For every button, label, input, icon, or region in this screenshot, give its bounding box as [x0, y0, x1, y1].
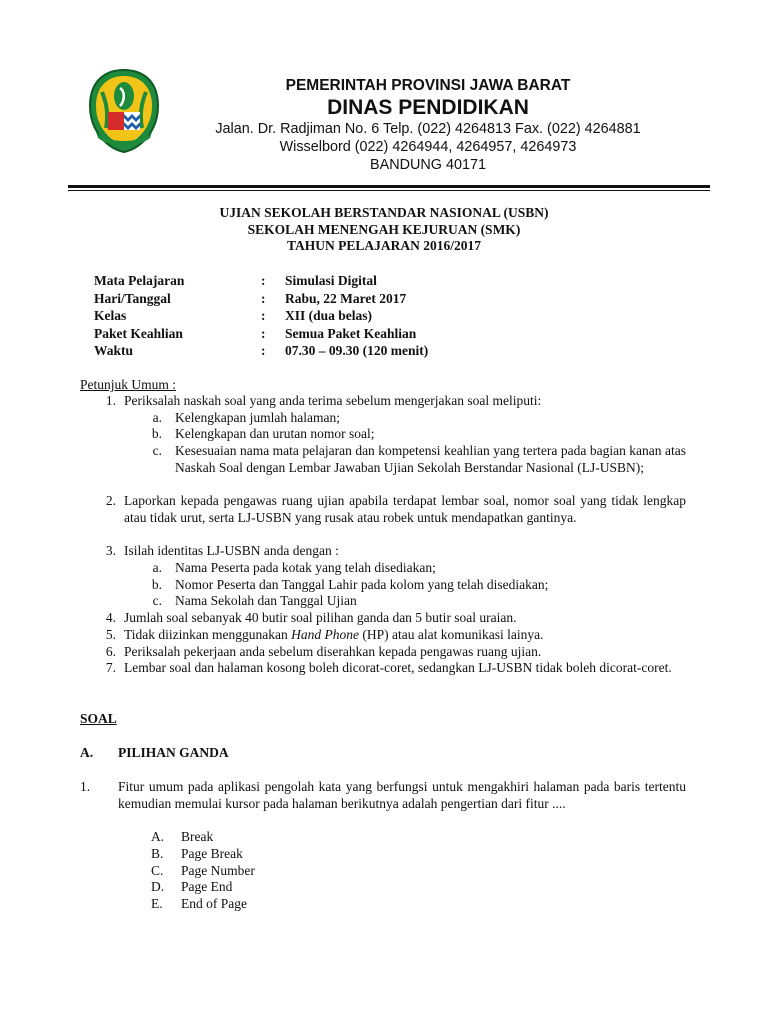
info-colon: :: [261, 343, 266, 358]
letterhead-phone: Wisselbord (022) 4264944, 4264957, 4264973: [279, 139, 577, 155]
instruction-number: 4.: [105, 610, 116, 626]
info-label: Waktu: [94, 343, 134, 358]
info-value: Simulasi Digital: [285, 273, 377, 288]
letterhead: [150, 76, 706, 174]
instructions-list: [0, 393, 768, 693]
instruction-text: Periksalah pekerjaan anda sebelum diserahkan kepada pengawas ruang ujian.: [124, 643, 542, 659]
option-text: Page Number: [181, 862, 255, 878]
info-colon: :: [261, 308, 266, 323]
instruction-number: 1.: [105, 393, 116, 408]
info-colon: :: [261, 273, 266, 288]
letterhead-agency: DINAS PENDIDIKAN: [327, 96, 529, 119]
option-text: Break: [181, 829, 214, 844]
instruction-text-part: (HP) atau alat komunikasi lainya.: [358, 626, 544, 642]
sub-item-text: Kesesuaian nama mata pelajaran dan kompetensi keahlian yang tertera pada bagian kanan atas Naskah Soal dengan Lembar Jawaban Ujian Sekolah Berstandar Nasional (LJ-USBN);: [175, 443, 686, 475]
option-text: Page Break: [181, 845, 243, 861]
soal-heading: SOAL: [80, 711, 117, 726]
sub-item-letter: c.: [152, 593, 162, 609]
sub-item-text: Kelengkapan jumlah halaman;: [175, 409, 340, 425]
info-label: Paket Keahlian: [94, 325, 183, 341]
letterhead-address: Jalan. Dr. Radjiman No. 6 Telp. (022) 4264813 Fax. (022) 4264881: [215, 121, 641, 137]
instruction-text-italic: Hand Phone: [291, 626, 359, 642]
answer-options: [0, 829, 768, 919]
instruction-number: 3.: [105, 543, 116, 559]
instruction-text: Periksalah naskah soal yang anda terima sebelum mengerjakan soal meliputi:: [124, 393, 542, 408]
exam-heading: [0, 205, 768, 255]
option-letter: A.: [151, 829, 165, 844]
sub-item-letter: b.: [151, 576, 162, 592]
info-colon: :: [261, 290, 266, 306]
exam-title: UJIAN SEKOLAH BERSTANDAR NASIONAL (USBN): [219, 205, 549, 220]
sub-item-letter: a.: [152, 409, 162, 425]
instruction-number: 7.: [105, 660, 116, 676]
instruction-number: 5.: [105, 626, 116, 642]
info-value: Semua Paket Keahlian: [285, 325, 417, 341]
instructions-heading: Petunjuk Umum :: [80, 377, 177, 392]
option-letter: B.: [151, 845, 164, 861]
info-label: Kelas: [94, 308, 127, 323]
exam-year: TAHUN PELAJARAN 2016/2017: [286, 238, 481, 253]
sub-item-letter: a.: [152, 560, 162, 575]
letterhead-rule-thick: [68, 185, 710, 188]
exam-school-type: SEKOLAH MENENGAH KEJURUAN (SMK): [247, 221, 521, 237]
info-label: Hari/Tanggal: [94, 290, 171, 306]
sub-item-text: Nama Sekolah dan Tanggal Ujian: [175, 593, 357, 609]
info-value: 07.30 – 09.30 (120 menit): [285, 343, 429, 358]
info-label: Mata Pelajaran: [94, 273, 185, 288]
instruction-text: Laporkan kepada pengawas ruang ujian apabila terdapat lembar soal, nomor soal yang tidak lengkap atau tidak urut, serta LJ-USBN yang rusak atau robek untuk mendapatkan gantinya.: [124, 493, 686, 525]
sub-item-text: Kelengkapan dan urutan nomor soal;: [175, 426, 375, 442]
letterhead-city: BANDUNG 40171: [370, 157, 486, 173]
sub-item-text: Nomor Peserta dan Tanggal Lahir pada kolom yang telah disediakan;: [175, 576, 549, 592]
letterhead-rule-thin: [68, 190, 710, 191]
sub-item-text: Nama Peserta pada kotak yang telah disediakan;: [175, 560, 436, 575]
sub-item-letter: c.: [152, 443, 162, 459]
info-value: Rabu, 22 Maret 2017: [285, 290, 407, 306]
option-letter: D.: [151, 879, 165, 895]
sub-item-letter: b.: [151, 426, 162, 442]
option-text: Page End: [181, 879, 233, 895]
letterhead-government: PEMERINTAH PROVINSI JAWA BARAT: [285, 77, 571, 94]
option-letter: E.: [151, 896, 163, 912]
instruction-text: Lembar soal dan halaman kosong boleh dicorat-coret, sedangkan LJ-USBN tidak boleh dicorat-coret.: [124, 660, 672, 676]
question-number: 1.: [80, 779, 91, 794]
option-letter: C.: [151, 862, 164, 878]
question-text: Fitur umum pada aplikasi pengolah kata yang berfungsi untuk mengakhiri halaman pada baris tertentu kemudian memulai kursor pada halaman berikutnya adalah pengertian dari fitur ....: [118, 779, 686, 811]
option-text: End of Page: [181, 896, 247, 912]
info-value: XII (dua belas): [285, 308, 373, 323]
section-letter: A.: [80, 745, 94, 760]
instruction-number: 6.: [105, 643, 116, 659]
instruction-text-part: Tidak diizinkan menggunakan: [124, 626, 292, 642]
instruction-text: Jumlah soal sebanyak 40 butir soal pilihan ganda dan 5 butir soal uraian.: [124, 610, 517, 626]
instruction-text: [124, 627, 688, 644]
instruction-text: Isilah identitas LJ-USBN anda dengan :: [124, 543, 339, 559]
instruction-number: 2.: [105, 493, 116, 509]
info-colon: :: [261, 325, 266, 341]
section-title: PILIHAN GANDA: [118, 745, 229, 760]
